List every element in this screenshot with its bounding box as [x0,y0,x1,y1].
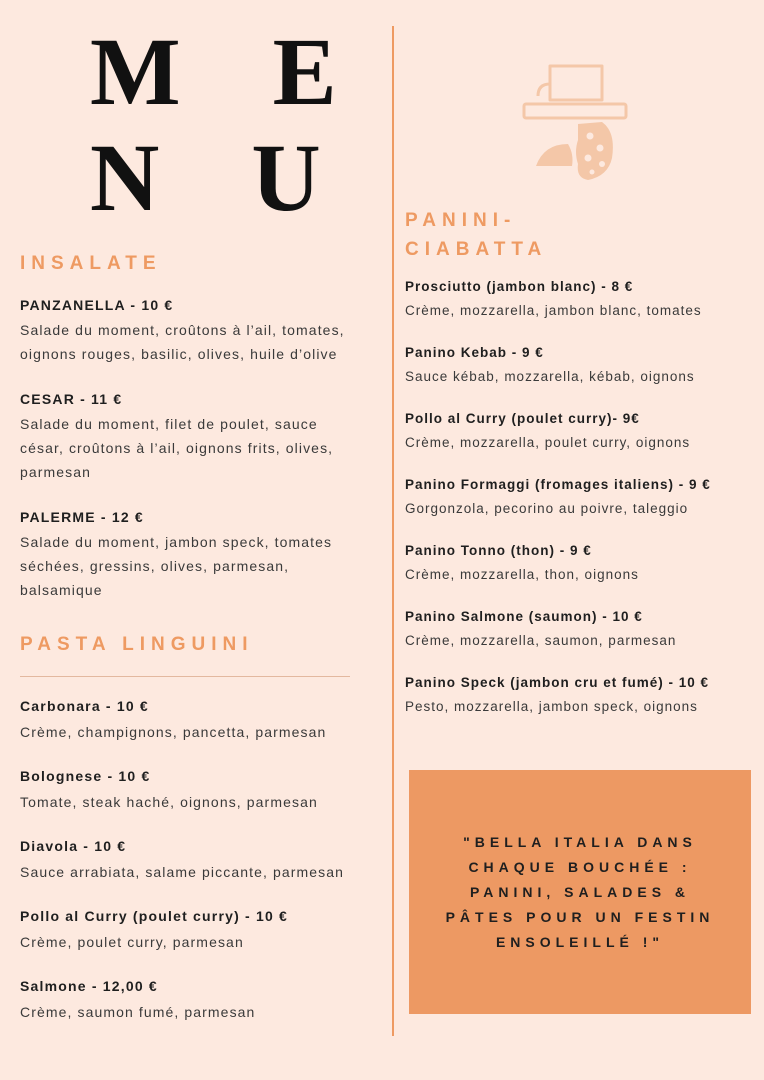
list-item [20,508,380,602]
list-item [20,296,380,366]
item-description-line: parmesan [20,464,92,480]
menu-title-line-1: M E [90,18,371,125]
item-description-line: oignons rouges, basilic, olives, huile d’olive [20,346,338,362]
item-name: Pollo al Curry (poulet curry) - 10 € [20,908,289,924]
list-item [405,542,750,587]
quote-line: PANINI, SALADES & [469,883,691,900]
item-description: Sauce arrabiata, salame piccante, parmesan [20,864,345,880]
item-name: Panino Tonno (thon) - 9 € [405,543,592,558]
quote-box [409,770,751,1014]
item-description: Crème, saumon fumé, parmesan [20,1004,256,1020]
item-description [20,412,380,484]
section-divider [20,676,350,677]
item-description-line: balsamique [20,582,103,598]
item-name: Salmone - 12,00 € [20,978,158,994]
quote-line: "BELLA ITALIA DANS [463,833,697,850]
list-item [20,697,380,744]
item-name: Panino Speck (jambon cru et fumé) - 10 € [405,675,710,690]
pasta-list [20,697,380,1047]
section-title-panini-line-1: PANINI- [405,210,517,231]
item-description: Crème, mozzarella, saumon, parmesan [405,633,677,648]
list-item [405,608,750,653]
section-title-pasta: PASTA LINGUINI [20,634,254,655]
list-item [405,344,750,389]
section-title-insalate: INSALATE [20,253,162,274]
list-item [20,390,380,484]
item-name: PALERME - 12 € [20,509,144,525]
list-item [20,837,380,884]
item-name: Panino Salmone (saumon) - 10 € [405,609,643,624]
item-name: Bolognese - 10 € [20,768,151,784]
item-name: Carbonara - 10 € [20,698,149,714]
column-divider [392,26,394,1036]
item-description-line: Salade du moment, filet de poulet, sauce [20,416,318,432]
list-item [405,410,750,455]
item-name: Panino Kebab - 9 € [405,345,544,360]
menu-title-line-2: N U [90,124,355,231]
list-item [405,278,750,323]
item-name: CESAR - 11 € [20,391,123,407]
list-item [405,476,750,521]
item-description-line: Salade du moment, croûtons à l’ail, tomates, [20,322,345,338]
list-item [20,767,380,814]
item-description: Sauce kébab, mozzarella, kébab, oignons [405,369,695,384]
list-item [20,977,380,1024]
quote-line: CHAQUE BOUCHÉE : [468,858,692,875]
item-description: Pesto, mozzarella, jambon speck, oignons [405,699,698,714]
section-title-panini-line-2: CIABATTA [405,239,548,260]
item-description-line: séchées, gressins, olives, parmesan, [20,558,290,574]
item-description: Crème, poulet curry, parmesan [20,934,244,950]
item-description: Tomate, steak haché, oignons, parmesan [20,794,318,810]
item-name: Pollo al Curry (poulet curry)- 9€ [405,411,640,426]
item-description [20,530,380,602]
item-name: PANZANELLA - 10 € [20,297,174,313]
list-item [20,907,380,954]
insalate-list [20,296,380,626]
item-description: Crème, mozzarella, poulet curry, oignons [405,435,691,450]
item-description: Crème, champignons, pancetta, parmesan [20,724,327,740]
chef-hat-pizza-icon [522,60,628,185]
item-name: Diavola - 10 € [20,838,127,854]
quote-line: PÂTES POUR UN FESTIN [445,908,715,925]
list-item [405,674,750,719]
quote-text [430,830,730,955]
item-description: Crème, mozzarella, jambon blanc, tomates [405,303,702,318]
panini-list [405,278,750,740]
item-description [20,318,380,366]
quote-line: ENSOLEILLÉ !" [495,933,665,950]
item-description: Gorgonzola, pecorino au poivre, taleggio [405,501,689,516]
item-description-line: césar, croûtons à l’ail, oignons frits, olives, [20,440,334,456]
item-description: Crème, mozzarella, thon, oignons [405,567,639,582]
item-name: Prosciutto (jambon blanc) - 8 € [405,279,634,294]
item-description-line: Salade du moment, jambon speck, tomates [20,534,333,550]
item-name: Panino Formaggi (fromages italiens) - 9 € [405,477,711,492]
